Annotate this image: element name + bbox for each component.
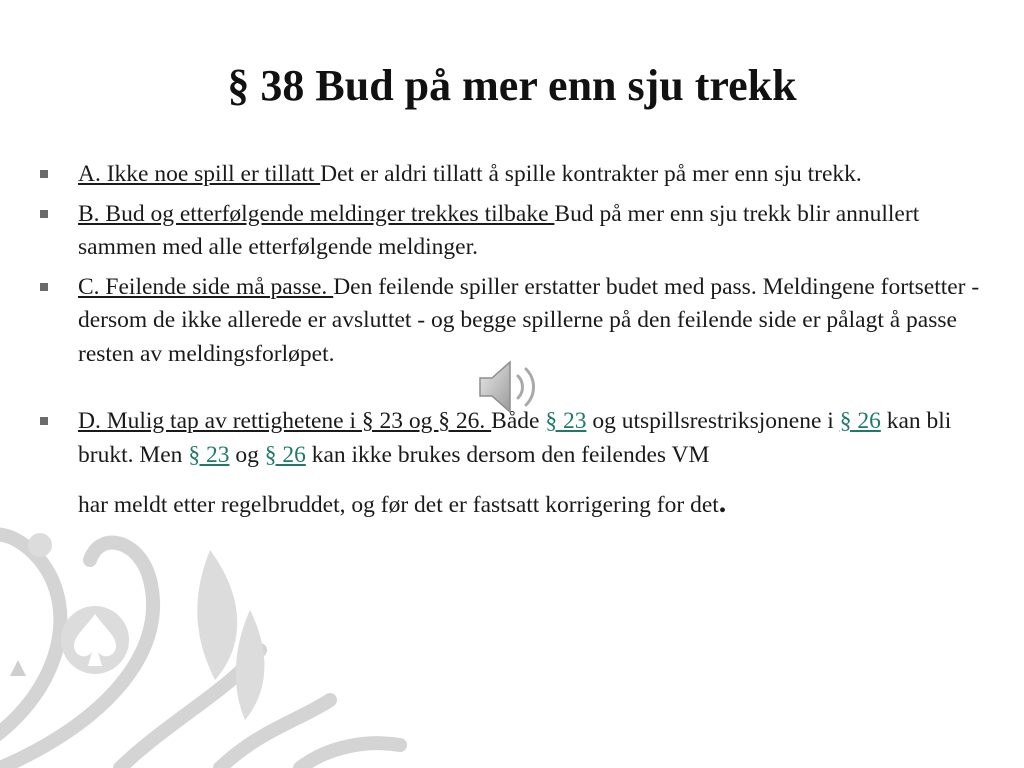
- bullet-text: kan bli brukt. Men: [78, 408, 952, 468]
- bullet-text: kan ikke brukes dersom den feilendes VM: [305, 441, 710, 468]
- paragraph-26-link[interactable]: § 26: [264, 441, 306, 468]
- bullet-heading: B. Bud og etterfølgende meldinger trekkes tilbake: [78, 200, 555, 227]
- paragraph-23-link[interactable]: § 23: [545, 408, 587, 434]
- bullet-text: Den feilende spiller erstatter budet med pass. Meldingene fortsetter - dersom de ikke allerede er avsluttet - og begge spillerne på den feilende side er pålagt å passe resten av meldingsforløpet.: [78, 273, 980, 367]
- bullet-end-mark: .: [718, 486, 727, 519]
- list-item: [40, 198, 995, 265]
- paragraph-26-link[interactable]: § 26: [839, 408, 881, 434]
- bullet-list: [40, 158, 995, 529]
- bullet-text: har meldt etter regelbruddet, og før det er fastsatt korrigering for det: [78, 492, 719, 518]
- list-item: [40, 271, 995, 372]
- list-item: [40, 405, 995, 523]
- square-bullet-icon: [40, 210, 48, 218]
- square-bullet-icon: [40, 417, 48, 425]
- bullet-text: og utspillsrestriksjonene i: [586, 408, 840, 434]
- bullet-heading: A. Ikke noe spill er tillatt: [78, 161, 321, 187]
- bullet-text: Det er aldri tillatt å spille kontrakter på mer enn sju trekk.: [320, 161, 862, 187]
- bullet-text: Bud på mer enn sju trekk blir annullert sammen med alle etterfølgende meldinger.: [78, 200, 920, 260]
- speaker-icon[interactable]: [476, 358, 546, 416]
- bullet-text: Både: [491, 408, 546, 434]
- bullet-heading: D. Mulig tap av rettighetene i § 23 og § 26.: [78, 408, 492, 434]
- bullet-text-line: [78, 486, 995, 523]
- paragraph-23-link[interactable]: § 23: [188, 441, 230, 468]
- square-bullet-icon: [40, 283, 48, 291]
- swirl-ornament-decoration: [0, 490, 420, 768]
- square-bullet-icon: [40, 170, 48, 178]
- slide-title: § 38 Bud på mer enn sju trekk: [227, 61, 797, 110]
- list-item: [40, 158, 995, 192]
- bullet-text: og: [229, 441, 265, 468]
- bullet-heading: C. Feilende side må passe.: [78, 273, 334, 300]
